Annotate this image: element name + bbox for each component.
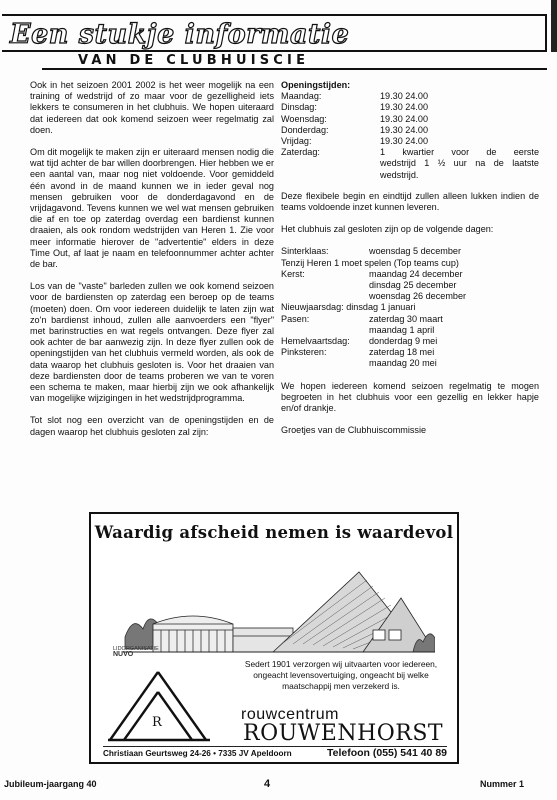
closed-row xyxy=(281,347,539,358)
article-subtitle: VAN DE CLUBHUISCIE xyxy=(78,53,310,68)
closed-date: maandag 1 april xyxy=(369,324,435,335)
hours-time: 19.30 24.00 xyxy=(380,113,429,124)
page-edge-bar xyxy=(551,0,557,52)
closed-row xyxy=(281,336,539,347)
closing-text: We hopen iedereen komend seizoen regelmatig te mogen begroeten in het clubhuis voor een gezellig en lekker hapje en/of drankje. xyxy=(281,380,539,414)
closed-intro: Het clubhuis zal gesloten zijn op de volgende dagen: xyxy=(281,224,494,235)
closed-date: maandag 24 december xyxy=(369,268,463,279)
hours-row xyxy=(281,91,539,102)
hours-time: 19.30 24.00 xyxy=(380,136,429,147)
closed-date: maandag 20 mei xyxy=(369,358,437,369)
ad-brand-top: rouwcentrum xyxy=(241,706,339,723)
logo-monogram: R xyxy=(152,715,162,730)
opening-hours-title: Openingstijden: xyxy=(281,80,351,90)
ad-address: Christiaan Geurtsweg 24-26 • 7335 JV Apeldoorn xyxy=(103,749,292,758)
ad-brand: ROUWENHORST xyxy=(243,721,444,746)
footer-volume: Jubileum-jaargang 40 xyxy=(4,779,97,789)
left-column xyxy=(30,80,274,449)
paragraph: Los van de "vaste" barleden zullen we ook komend seizoen voor de bardiensten op zaterdag een beroep op de teams (moeten) doen. Om voor iedereen duidelijk te laten zijn wat zo'n bardienst inhoud, zullen alle aanvoerders een "flyer" met barinstructies en wat regels ontvangen. Deze flyer zal ook achter de bar aanwezig zijn. In deze flyer zullen ook de openingstijden van het clubhuis vermeld worden, als ook de data waarop het clubhuis gesloten is. Voor het draaien van deze bardiensten door de teams proberen we van te voren een schema te maken, maar hierbij zijn we ook afhankelijk van mogelijke wijzigingen in het wedstrijdprogramma. xyxy=(30,281,274,404)
paragraph: Tot slot nog een overzicht van de openingstijden en de dagen waarop het clubhuis gesloten zal zijn: xyxy=(30,415,274,437)
closed-date: dinsdag 25 december xyxy=(369,280,457,291)
funeral-advertisement xyxy=(89,512,459,764)
closed-label: Hemelvaartsdag: xyxy=(281,336,350,347)
saturday-hours-note: wedstrijd 1 ½ uur na de laatste wedstrijd. xyxy=(380,158,539,180)
closed-row xyxy=(281,291,539,302)
member-logo-line: LIDORGANISATIE xyxy=(113,646,159,652)
ad-phone: Telefoon (055) 541 40 89 xyxy=(326,747,447,759)
right-column xyxy=(281,80,539,447)
ad-headline: Waardig afscheid nemen is waardevol xyxy=(94,523,454,542)
closed-date: zaterdag 30 maart xyxy=(369,313,443,324)
hours-day: Zaterdag: xyxy=(281,147,320,158)
hours-row xyxy=(281,102,539,113)
paragraph: Om dit mogelijk te maken zijn er uiteraard mensen nodig die wat tijd achter de bar willen doorbrengen. Hier hebben we er een aantal van, maar nog niet voldoende. Voor gemiddeld één avond in de maand kunnen we in ieder geval nog mensen gebruiken voor de donderdagavond en de vrijdagavond. Tevens kunnen we wel wat mensen gebruiken die af en toe op zaterdag overdag een bardienst kunnen draaien, als ook rondom wedstrijden van Heren 1. Zie voor meer informatie hierover de "advertentie" elders in deze Time Out, af laat je naam en telefoonnummer achter achter de bar. xyxy=(30,147,274,270)
hours-row xyxy=(281,125,539,136)
hours-day: Woensdag: xyxy=(281,113,327,124)
closed-label: Pasen: xyxy=(281,313,310,324)
closed-row xyxy=(281,325,539,336)
closed-row xyxy=(281,280,539,291)
ad-body-line: ongeacht levensovertuiging, ongeacht bij welke xyxy=(253,670,429,680)
hours-time: 19.30 24.00 xyxy=(380,91,429,102)
closed-label: Pinksteren: xyxy=(281,347,327,358)
hours-day: Maandag: xyxy=(281,91,322,102)
ad-body-line: maatschappij men verzekerd is. xyxy=(282,681,400,691)
flex-hours-text: Deze flexibele begin en eindtijd zullen alleen lukken indien de teams voldoende inzet kunnen leveren. xyxy=(281,190,539,213)
closed-date: zaterdag 18 mei xyxy=(369,347,435,358)
closed-note: Tenzij Heren 1 moet spelen (Top teams cup) xyxy=(281,257,459,268)
paragraph: Ook in het seizoen 2001 2002 is het weer mogelijk na een training of wedstrijd of zo maar voor de gezelligheid iets lekkers te consumeren in het clubhuis. We hopen uiteraard dat iedereen dat ook komend seizoen weer regelmatig zal doen. xyxy=(30,80,274,135)
page-number: 4 xyxy=(264,778,271,790)
member-logo-line: NUVO xyxy=(113,651,134,658)
ad-body xyxy=(241,659,441,692)
closed-row xyxy=(281,269,539,280)
footer-issue: Nummer 1 xyxy=(480,779,525,789)
closed-label: Kerst: xyxy=(281,268,305,279)
signature: Groetjes van de Clubhuiscommissie xyxy=(281,425,427,436)
hours-row xyxy=(281,114,539,125)
title-banner xyxy=(2,14,547,52)
closed-row xyxy=(281,246,539,257)
closed-new-year: Nieuwjaarsdag: dinsdag 1 januari xyxy=(281,302,416,313)
hours-day: Vrijdag: xyxy=(281,136,312,147)
closed-date: woensdag 5 december xyxy=(369,246,462,257)
article-title: Een stukje informatie xyxy=(10,19,350,50)
hours-row xyxy=(281,136,539,147)
closed-row xyxy=(281,358,539,369)
hours-day: Donderdag: xyxy=(281,124,329,135)
hours-time: 19.30 24.00 xyxy=(380,102,429,113)
hours-time: 19.30 24.00 xyxy=(380,124,429,135)
member-logo xyxy=(113,646,159,658)
closed-date: woensdag 26 december xyxy=(369,291,467,302)
hours-row xyxy=(281,147,539,158)
closed-days-list xyxy=(281,246,539,369)
ad-body-line: Sedert 1901 verzorgen wij uitvaarten voor iedereen, xyxy=(244,659,438,669)
subtitle-bar xyxy=(42,52,547,70)
closed-label: Sinterklaas: xyxy=(281,246,329,257)
hours-day: Dinsdag: xyxy=(281,102,317,113)
building-illustration xyxy=(123,552,435,662)
closed-row xyxy=(281,314,539,325)
closed-date: donderdag 9 mei xyxy=(369,336,438,347)
article-header xyxy=(2,14,547,74)
rouwenhorst-logo xyxy=(106,666,211,744)
hours-time: 1 kwartier voor de eerste xyxy=(380,147,539,158)
